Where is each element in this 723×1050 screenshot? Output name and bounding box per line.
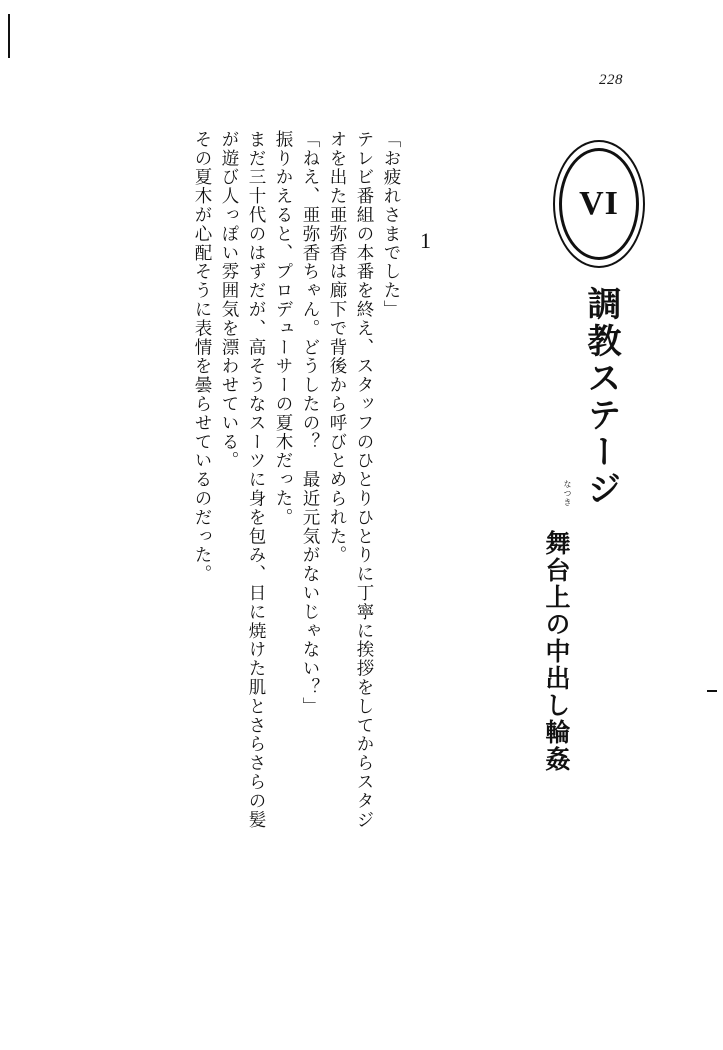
chapter-subtitle: 舞台上の中出し輪姦 [542, 530, 571, 773]
page-number: 228 [599, 72, 623, 88]
body-line: 振りかえると、プロデューサーの夏木だった。 [273, 130, 293, 527]
body-line: その夏木が心配そうに表情を曇らせているのだった。 [192, 130, 212, 584]
chapter-title: 調教ステージ [581, 286, 621, 508]
body-text [136, 130, 401, 960]
body-line: が遊び人っぽい雰囲気を漂わせている。 [219, 130, 239, 471]
section-number: 1 [420, 228, 431, 253]
chapter-medallion [553, 140, 645, 268]
chapter-numeral: VI [579, 185, 619, 222]
body-line: テレビ番組の本番を終え、スタッフのひとりひとりに丁寧に挨拶をしてからスタジ [354, 130, 374, 830]
corner-crop-mark [8, 14, 10, 58]
body-line: 「ねえ、亜弥香ちゃん。どうしたの？ 最近元気がないじゃない？」 [300, 130, 320, 716]
edge-crop-mark [707, 690, 717, 692]
body-line: 「お疲れさまでした」 [381, 130, 401, 319]
body-line: まだ三十代のはずだが、高そうなスーツに身を包み、日に焼けた肌とさらさらの髪 [246, 130, 266, 830]
ruby-annotation: なつき [563, 480, 572, 507]
body-line: オを出た亜弥香は廊下で背後から呼びとめられた。 [327, 130, 347, 565]
